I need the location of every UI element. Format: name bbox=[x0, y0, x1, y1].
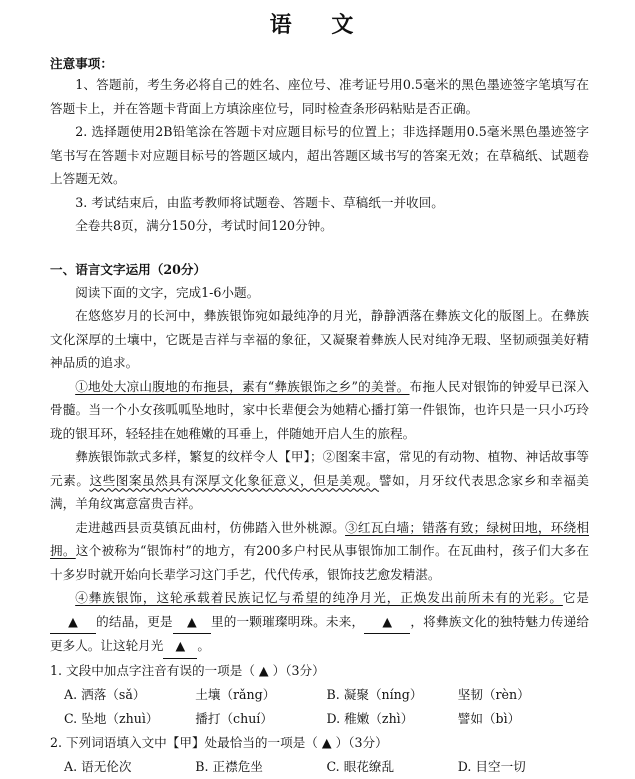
q2-option-b[interactable]: B. 正襟危坐 bbox=[195, 758, 263, 774]
q1-option-b-2[interactable]: 坚韧（rèn） bbox=[457, 686, 530, 702]
question-1-options-row-1 bbox=[50, 683, 589, 707]
q2-option-a[interactable]: A. 语无伦次 bbox=[64, 758, 132, 774]
passage-paragraph-2 bbox=[50, 375, 589, 446]
section-heading: 一、语言文字运用（20分） bbox=[50, 261, 207, 277]
question-2-options bbox=[50, 755, 589, 779]
section-intro: 阅读下面的文字，完成1-6小题。 bbox=[75, 284, 260, 300]
paragraph-5-text-c: 里的一颗璀璨明珠。未来， bbox=[210, 613, 365, 629]
paragraph-3-part-3: 譬如，月牙纹代表思念家乡和幸福美满，羊角纹寓意富贵吉祥。 bbox=[50, 472, 590, 511]
q2-option-d[interactable]: D. 目空一切 bbox=[457, 758, 526, 774]
paragraph-2-rest: 布拖人民对银饰的钟爱早已深入骨髓。当一个小女孩呱呱坠地时，家中长辈便会为她精心播打第一件银饰，也许只是一只小巧玲珑的银耳环，轻轻挂在她稚嫩的耳垂上，伴随她开启人生的旅程。 bbox=[50, 378, 589, 441]
fill-blank-1[interactable]: ▲ bbox=[50, 610, 96, 635]
q1-option-d-2[interactable]: 譬如（bì） bbox=[457, 710, 521, 726]
page-title: 语 文 bbox=[269, 12, 370, 38]
paragraph-5-text-b: 的结晶，更是 bbox=[96, 613, 173, 629]
paragraph-3-part-1: 彝族银饰款式多样，繁复的纹样令人【甲】；②图案丰富，常见的有动物、植物、神话故事等元素。 bbox=[50, 449, 589, 488]
fill-blank-3[interactable]: ▲ bbox=[364, 610, 410, 635]
note-item-1: 1、答题前，考生务必将自己的姓名、座位号、准考证号用0.5毫米的黑色墨迹签字笔填写在答题卡上，并在答题卡背面上方填涂座位号，同时检查条形码粘贴是否正确。 bbox=[50, 77, 589, 116]
q1-option-d-1[interactable]: D. 稚嫩（zhì） bbox=[326, 710, 414, 726]
q1-option-a-1[interactable]: A. 洒落（sǎ） bbox=[64, 686, 146, 702]
sentence-4-underlined: ④彝族银饰，这轮承载着民族记忆与希望的纯净月光，正焕发出前所未有的光彩。 bbox=[75, 590, 563, 605]
passage-paragraph-4 bbox=[50, 516, 589, 587]
fill-blank-4[interactable]: ▲ bbox=[163, 634, 197, 659]
q1-option-b-1[interactable]: B. 凝聚（níng） bbox=[326, 686, 423, 702]
q1-option-a-2[interactable]: 土壤（rǎng） bbox=[195, 686, 276, 702]
paragraph-4-part-3: 这个被称为“银饰村”的地方，有200多户村民从事银饰加工制作。在瓦曲村，孩子们大多在十多岁时就开始向长辈学习这门手艺，代代传承，银饰技艺愈发精湛。 bbox=[50, 543, 590, 582]
q2-option-c[interactable]: C. 眼花缭乱 bbox=[326, 758, 395, 774]
passage-paragraph-3 bbox=[50, 445, 589, 516]
q1-option-c-2[interactable]: 播打（chuí） bbox=[195, 710, 273, 726]
sentence-3-underlined: ③红瓦白墙；错落有致；绿树田地，环绕相拥。 bbox=[50, 519, 590, 558]
note-item-3: 3. 考试结束后，由监考教师将试题卷、答题卡、草稿纸一并收回。 bbox=[75, 194, 444, 210]
sentence-wavy-underlined: 这些图案虽然具有深厚文化象征意义，但是美观。 bbox=[89, 472, 380, 488]
paragraph-5-text-e: 。 bbox=[197, 638, 210, 653]
question-2-stem: 2. 下列词语填入文中【甲】处最恰当的一项是（ ▲ ）（3分） bbox=[50, 734, 388, 750]
fill-blank-2[interactable]: ▲ bbox=[173, 610, 211, 635]
sentence-1-underlined: ①地处大凉山腹地的布拖县，素有“彝族银饰之乡”的美誉。 bbox=[75, 378, 410, 394]
note-item-2: 2. 选择题使用2B铅笔涂在答题卡对应题目标号的位置上；非选择题用0.5毫米黑色墨迹签字笔书写在答题卡对应题目标号的答题区域内，超出答题区域书写的答案无效；在草稿纸、试题卷上答题无效。 bbox=[50, 124, 589, 186]
paragraph-4-part-1: 走进越西县贡莫镇瓦曲村，仿佛踏入世外桃源。 bbox=[75, 519, 346, 535]
q1-option-c-1[interactable]: C. 坠地（zhuì） bbox=[64, 710, 159, 726]
paragraph-5-text-d: ，将彝族文化的独特魅力传递给更多人。让这轮月光 bbox=[50, 613, 590, 653]
paragraph-5-text-a: 它是 bbox=[562, 590, 590, 605]
question-1-options-row-2 bbox=[50, 707, 589, 731]
passage-paragraph-5 bbox=[50, 586, 589, 659]
notes-heading: 注意事项： bbox=[50, 56, 113, 71]
note-item-4: 全卷共8页，满分150分，考试时间120分钟。 bbox=[75, 218, 333, 233]
question-1-stem: 1. 文段中加点字注音有误的一项是（ ▲ ）（3分） bbox=[50, 662, 325, 678]
passage-paragraph-1: 在悠悠岁月的长河中，彝族银饰宛如最纯净的月光，静静洒落在彝族文化的版图上。在彝族文化深厚的土壤中，它既是吉祥与幸福的象征，又凝聚着彝族人民对纯净无瑕、坚韧顽强美好精神品质的追求。 bbox=[50, 308, 589, 370]
